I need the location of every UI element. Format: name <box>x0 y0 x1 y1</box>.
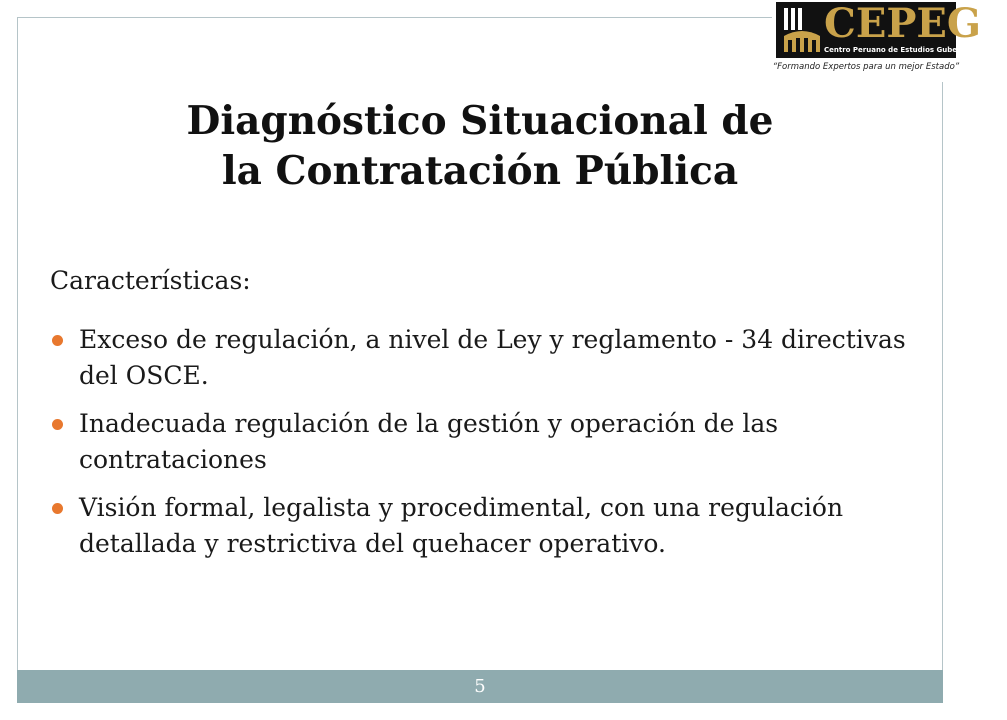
title-line-1: Diagnóstico Situacional de <box>186 98 774 144</box>
bullet-text: Inadecuada regulación de la gestión y operación de las contrataciones <box>79 409 779 474</box>
slide-title <box>60 96 900 196</box>
logo-badge <box>776 0 1007 58</box>
footer-bar <box>17 670 943 703</box>
bullet-text: Visión formal, legalista y procedimental, con una regulación detallada y restrictiva del quehacer operativo. <box>79 493 844 558</box>
section-heading: Características: <box>50 266 251 295</box>
logo-name: CEPEG <box>824 0 982 47</box>
list-item <box>50 406 910 478</box>
cepeg-logo <box>772 0 1007 82</box>
title-line-2: la Contratación Pública <box>221 148 739 194</box>
bullet-dot-icon <box>52 419 63 430</box>
bullet-dot-icon <box>52 335 63 346</box>
logo-slogan: “Formando Expertos para un mejor Estado” <box>772 62 960 72</box>
bullet-dot-icon <box>52 503 63 514</box>
bullet-list <box>50 322 910 574</box>
bullet-text: Exceso de regulación, a nivel de Ley y reglamento - 34 directivas del OSCE. <box>79 325 906 390</box>
logo-subtitle: Centro Peruano de Estudios Gubernamentales <box>824 46 1007 54</box>
list-item <box>50 490 910 562</box>
building-columns-icon <box>782 6 822 54</box>
page-number: 5 <box>474 676 486 697</box>
list-item <box>50 322 910 394</box>
